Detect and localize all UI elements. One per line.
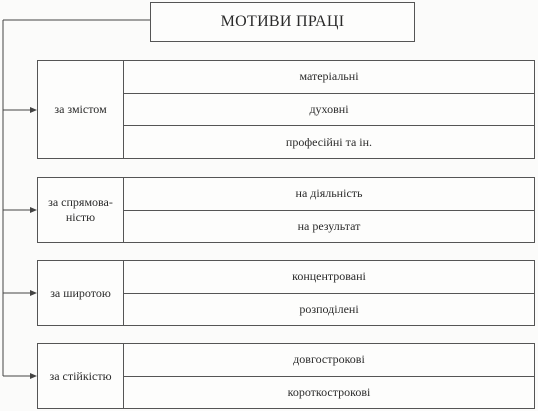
group-items (124, 178, 534, 242)
item-row: духовні (124, 94, 534, 127)
item-row: довгострокові (124, 344, 534, 377)
group-label: за змістом (38, 61, 124, 158)
group-items (124, 61, 534, 158)
item-row: матеріальні (124, 61, 534, 94)
group-content (37, 60, 535, 159)
diagram-title: МОТИВИ ПРАЦІ (220, 13, 345, 30)
item-row: розподілені (299, 301, 359, 316)
item-row: професійні та ін. (285, 134, 373, 149)
group-label: за спрямова-ністю (38, 178, 124, 242)
group-direction (37, 177, 535, 243)
group-items (124, 344, 534, 408)
group-label: за широтою (38, 261, 124, 325)
item-row: на результат (297, 218, 361, 233)
arrowhead-2 (30, 207, 37, 213)
diagram-title-box (150, 2, 415, 42)
group-items (124, 261, 534, 325)
group-breadth (37, 260, 535, 326)
arrowhead-1 (30, 107, 37, 113)
arrowhead-3 (30, 290, 37, 296)
item-row: короткострокові (287, 384, 371, 399)
group-stability (37, 343, 535, 409)
group-label: за стійкістю (38, 344, 124, 408)
item-row: концентровані (124, 261, 534, 294)
item-row: на діяльність (124, 178, 534, 211)
arrowhead-4 (30, 373, 37, 379)
